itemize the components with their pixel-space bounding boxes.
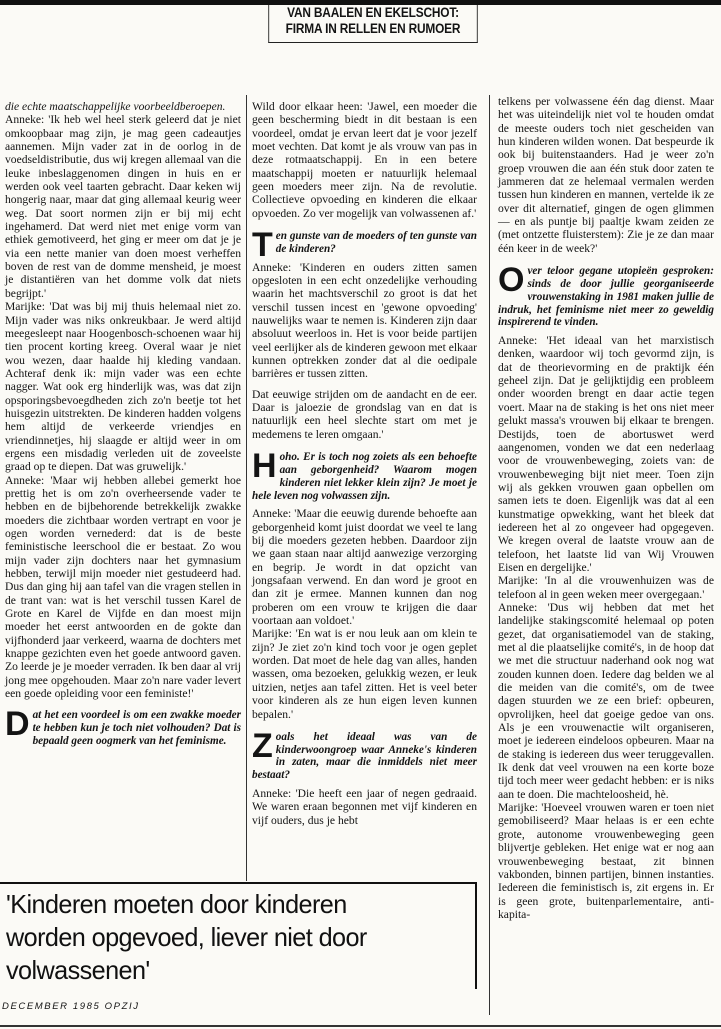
column-3 [498, 95, 714, 921]
pull-quote-line: worden opgevoed, liever niet door [6, 922, 367, 952]
paragraph: Anneke: 'Het ideaal van het marxistisch denken, waardoor wij toch gevormd zijn, is dat de theorievorming en de praktijk één geheel zijn. Dat je gelijktijdig een probleem onder woorden brengt en daar actie tegen voert. Maar na de staking is het ons niet meer gelukt massa's vrouwen bij elkaar te brengen. Destijds, toen de abortuswet werd aangenomen, vonden we dat een nederlaag voor de vrouwenbeweging, zoiets van: de vrouwenbeweging bijt niet meer. Toen zijn wij als gekken vrouwen gaan opbellen om samen iets te doen. Eigenlijk was dat al een kunstmatige opwekking, want het bleek dat iedereen het al zo ongeveer had opgegeven. We kregen overal de laatste vrouw aan de telefoon, het laatste lid van Wij Vrouwen Eisen en dergelijke.' [498, 334, 714, 574]
interview-question [252, 226, 477, 265]
paragraph: die echte maatschappelijke voorbeeldberoepen. [5, 100, 226, 113]
column-divider-left [246, 95, 247, 881]
drop-cap: H [252, 447, 277, 486]
pull-quote [6, 888, 462, 987]
paragraph: Anneke: 'Kinderen en ouders zitten samen opgesloten in een echt onzedelijke verhouding waarin het machtsverschil zo groot is dat het verschil tussen incest en 'gewone opvoeding' nauwelijks waar te nemen is. Kinderen zijn daar absoluut weerloos in. Het is voor beide partijen veel eerlijker als de kinderen gewoon met elkaar kunnen optrekken zonder dat al die oedipale barrières er tussen zitten. [252, 260, 478, 381]
paragraph: Marijke: 'In al die vrouwenhuizen was de telefoon al in geen weken meer overgegaan.' [498, 574, 714, 601]
column-2 [252, 100, 477, 827]
paragraph: Marijke: 'Dat was bij mij thuis helemaal niet zo. Mijn vader was niks onkreukbaar. Je werd altijd meegesleept naar Hoogenbosch-schoenen waar hij tien procent korting kreeg. Overal waar je niet wou wezen, daar haalde hij kleding vandaan. Achteraf denk ik: mijn vader was een echte nagger. Wat ook erg hinderlijk was, was dat zijn opsporingsbevoegdheden zich zo'n beetje tot het huisgezin uitstrekten. De kinderen hadden volgens hem altijd de verkeerde vriendjes en vriendinnetjes, hij slaagde er altijd weer in om ergens een misdadig verleden uit de zoveelste graad op te diepen. Dat was gruwelijk.' [5, 300, 241, 474]
paragraph: Anneke: 'Dus wij hebben dat met het landelijke stakingscomité helemaal op poten gezet, dat organisatiemodel van de staking, met al die plaatselijke comité's, in de hoop dat we met die structuur naderhand ook nog wat zouden kunnen doen. Iedere dag belden we al die meiden van die comité's, om de twee dagen stuurden we ze een brief: opbeuren, opvrolijken, heel dat goeige gedoe van ons. Als je een vrouwenactie wilt organiseren, moet je iedereen eindeloos opbeuren. Maar na de staking is iedereen dus weer teruggevallen. Ik denk dat veel vrouwen na een korte boze tijd toch meer weer gedacht hebben: er is niks aan te doen. Die machteloosheid, hè. [498, 600, 714, 801]
interview-question [498, 261, 714, 329]
interview-question [252, 726, 477, 782]
drop-cap: D [5, 705, 30, 744]
paragraph: Marijke: 'Hoeveel vrouwen waren er toen niet gemobiliseerd? Maar helaas is er een echte grote, autonome vrouwenbeweging geen blijvertje gebleken. Het enige wat er nog aan vrouwenbeweging bestaat, zit binnen vakbonden, binnen partijen, binnen instanties. Iedereen die feministisch is, zit ergens in. Er is geen grote, buitenparlementaire, anti-kapita- [498, 801, 714, 921]
question-text: at het een voordeel is om een zwakke moeder te hebben kun je toch niet volhouden? Dat is bepaald geen oogmerk van het feminisme. [32, 709, 241, 748]
header-title-line1: VAN BAALEN EN EKELSCHOT: [287, 5, 459, 20]
article-header [268, 5, 477, 43]
paragraph: Anneke: 'Maar wij hebben allebei gemerkt hoe prettig het is om zo'n overheersende vader te hebben en de bijbehorende betrekkelijk zwakke moeders die zichtbaar worden vertrapt en voor je ogen worden vernederd: dat is de beste feministische leerschool die er bestaat. Zo wou mijn vader zijn dochters naar het gymnasium hebben, terwijl mijn moeder niet gestudeerd had. Dus dan ging hij aan tafel van die vragen stellen in de trant van: wat is het verschil tussen Karel de Grote en Karel de Vijfde en dan moest mijn moeder het eerst antwoorden en de gokte dan vijfhonderd jaar verkeerd, waarna de dochters met knappe gezichten even het goede antwoord gaven. Zo leerde je je moeder verraden. Ik ben daar al vrij jong mee opgehouden. Maar zo'n nare vader levert een goede opleiding voor een feministe!' [5, 473, 241, 701]
paragraph: Dat eeuwige strijden om de aandacht en de eer. Daar is jaloezie de grondslag van en dat is natuurlijk een heel slechte start om met je medemens te leren omgaan.' [252, 387, 477, 441]
paragraph: Anneke: 'Maar die eeuwig durende behoefte aan geborgenheid komt juist doordat we veel te lang bij die moeders gezeten hebben. Daardoor zijn we gaan staan naar altijd aanwezige verzorging en begrip. Je wordt in dat opzicht van jongsafaan verwend. En dan word je groot en dan zit je ermee. Mannen kunnen dan nog proberen om een vrouw te krijgen die daar voortaan aan voldoet.' [252, 507, 477, 628]
question-text: oals het ideaal was van de kinderwoongroep waar Anneke's kinderen in zaten, maar die inmiddels niet meer bestaat? [252, 730, 477, 782]
column-1 [5, 100, 241, 748]
paragraph: telkens per volwassene één dag dienst. Maar het was uiteindelijk niet vol te houden omdat de meeste ouders toch niet gescheiden van hun kinderen wilden wonen. Dat bespeurde ik ook bij buitenstaanders. Had je weer zo'n groep vrouwen die aan één stuk door zaten te jammeren dat ze helemaal vermalen werden tussen hun kinderen en mannen, vertelde ik ze over dit alternatief, gingen de ogen glimmen — en als puntje bij paaltje kwam zeiden ze (met ontzette fluisterstem): Zie je ze dan maar één keer in de week?' [498, 95, 714, 255]
paragraph: Marijke: 'En wat is er nou leuk aan om klein te zijn? Je ziet zo'n kind toch voor je ogen geplet worden. Dat moet de hele dag van alles, handen wassen, oma bezoeken, gelukkig wezen, er leuk uitzien, netjes aan tafel zitten. Het is veel beter voor kinderen als ze hun eigen leven kunnen bepalen.' [252, 627, 477, 721]
column-divider-right [489, 95, 490, 1015]
drop-cap: T [252, 226, 273, 265]
question-text: en gunste van de moeders of ten gunste van de kinderen? [275, 230, 477, 255]
interview-question [252, 447, 477, 502]
question-text: ver teloor gegane utopieën gesproken: sinds de door jullie georganiseerde vrouwenstaking in 1981 maken jullie de indruk, het feminisme niet meer zo geweldig inspirerend te vinden. [498, 265, 714, 329]
header-title-line2: FIRMA IN RELLEN EN RUMOER [285, 21, 461, 36]
question-text: oho. Er is toch nog zoiets als een behoefte aan geborgenheid? Waarom mogen kinderen niet lekker klein zijn? Je moet je hele leven nog volwassen zijn. [252, 451, 477, 502]
paragraph: Anneke: 'Die heeft een jaar of negen gedraaid. We waren eraan begonnen met vijf kinderen en vijf ouders, dus je hebt [252, 787, 477, 827]
paragraph: Anneke: 'Ik heb wel heel sterk geleerd dat je niet omkoopbaar mag zijn, je mag geen cadeautjes aannemen. Mijn vader zat in de oorlog in de voedseldistributie, dus wij kregen allemaal van die leuke inbeslaggenomen dingen in huis en er werden ook veel taarten gebracht. Daar keken wij hongerig naar, maar dat ging allemaal keurig weer weg. Dat soort normen zijn er bij mij echt ingehamerd. Dat werd niet met enige vorm van ethiek gemotiveerd, het ging er meer om dat je je via een nette manier van doen moest verheffen boven de rest van de domme mensheid, je moest je distantiëren van het domme volk dat niets begrijpt.' [5, 113, 241, 300]
drop-cap: Z [252, 726, 273, 765]
drop-cap: O [498, 261, 525, 300]
interview-question [5, 705, 241, 748]
pull-quote-line: volwassenen' [6, 955, 150, 985]
page-footer: DECEMBER 1985 OPZIJ [2, 1001, 140, 1012]
paragraph: Wild door elkaar heen: 'Jawel, een moeder die geen bescherming biedt in dit bestaan is een voordeel, omdat je ervan leert dat je voor jezelf moet vechten. Dat komt je als vrouw van pas in deze rotmaatschappij. En in een betere maatschappij moeten er natuurlijk helemaal geen moeders meer zijn. Na de revolutie. Collectieve opvoeding en kinderen die elkaar opvoeden. Zo ver mogelijk van volwassenen af.' [252, 100, 477, 220]
bottom-rule [0, 1025, 721, 1027]
pull-quote-line: 'Kinderen moeten door kinderen [6, 889, 347, 919]
